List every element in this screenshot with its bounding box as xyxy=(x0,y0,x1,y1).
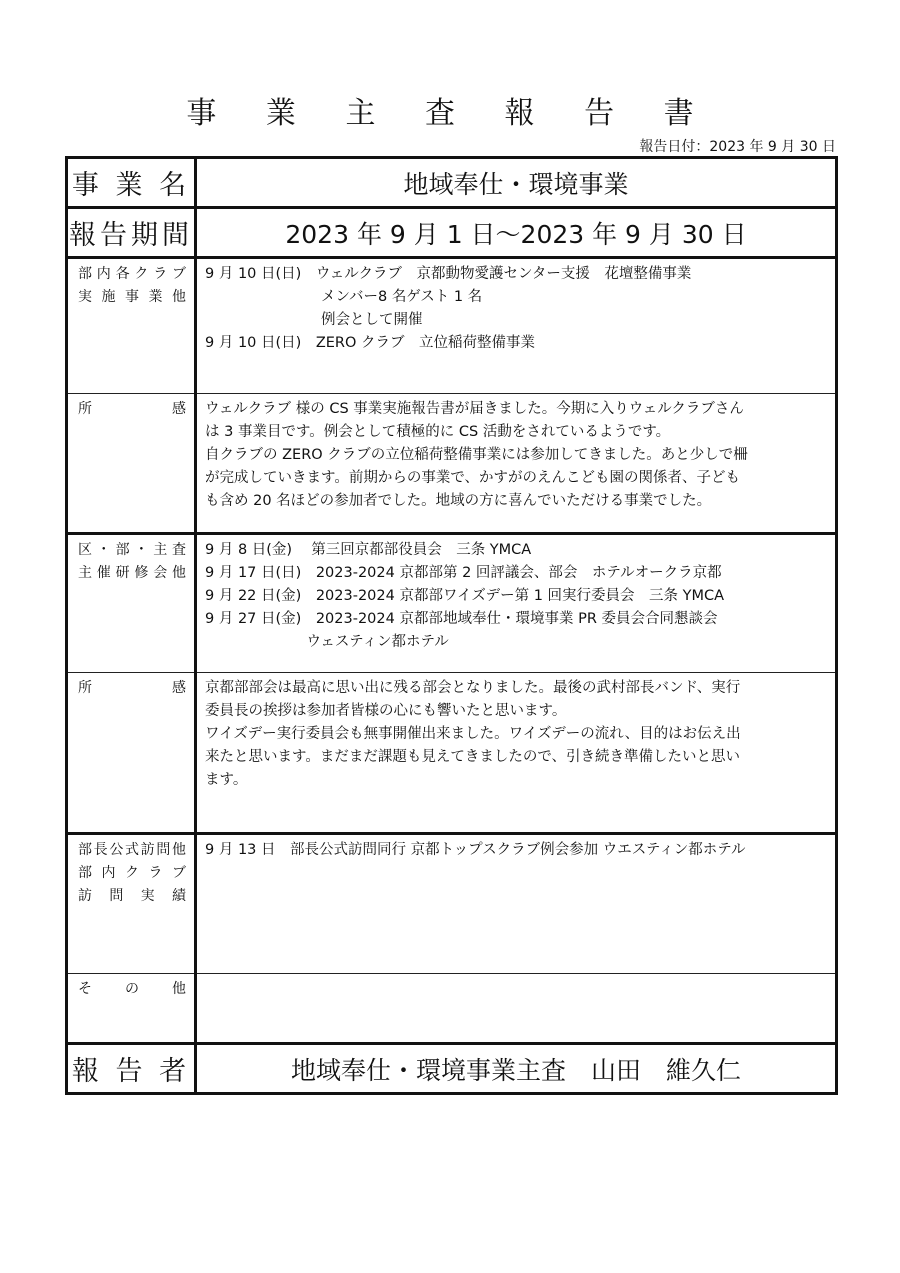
label-line: 実施事業他 xyxy=(78,289,186,305)
label-char: 他 xyxy=(172,981,187,997)
row-business-name xyxy=(67,158,837,208)
content-line: ます。 xyxy=(205,772,248,788)
content-line: 9 月 10 日(日) ウェルクラブ 京都動物愛護センター支援 花壇整備事業 xyxy=(205,266,692,282)
meetings-content xyxy=(196,534,837,673)
other-label xyxy=(67,974,196,1044)
label-line: 区・部・主査 xyxy=(78,542,186,558)
label-char: の xyxy=(125,981,154,997)
club-activities-label xyxy=(67,258,196,394)
page-title: 事 業 主 査 報 告 書 xyxy=(186,96,714,131)
label-line: 訪 問 実 績 xyxy=(78,888,186,904)
content-line: ウェルクラブ 様の CS 事業実施報告書が届きました。今期に入りウェルクラブさん xyxy=(205,401,744,417)
visits-label xyxy=(67,834,196,974)
report-date: 報告日付：2023 年 9 月 30 日 xyxy=(639,139,836,155)
row-visits xyxy=(67,834,837,974)
content-line: 京都部部会は最高に思い出に残る部会となりました。最後の武村部長バンド、実行 xyxy=(205,680,741,696)
visits-content xyxy=(196,834,837,974)
label-line: 主催研修会他 xyxy=(78,565,186,581)
impression-2-label xyxy=(67,673,196,834)
label-line xyxy=(78,398,186,421)
content-line: ワイズデー実行委員会も無事開催出来ました。ワイズデーの流れ、目的はお伝え出 xyxy=(205,726,741,742)
content-line: も含め 20 名ほどの参加者でした。地域の方に喜んでいただける事業でした。 xyxy=(205,493,712,509)
label-line xyxy=(78,978,186,1001)
label-line: 部長公式訪問他 xyxy=(78,842,186,858)
report-table xyxy=(65,156,838,1095)
row-impression-1 xyxy=(67,394,837,534)
impression-1-content xyxy=(196,394,837,534)
label-line: 部内各クラブ xyxy=(78,266,186,282)
row-reporter xyxy=(67,1044,837,1094)
content-line: 9 月 13 日 部長公式訪問同行 京都トップスクラブ例会参加 ウエスティン都ホテル xyxy=(205,842,746,858)
period-label: 報告期間 xyxy=(67,208,196,258)
content-line: 9 月 27 日(金) 2023-2024 京都部地域奉仕・環境事業 PR 委員会合同懇談会 xyxy=(205,611,718,627)
content-line: 9 月 8 日(金) 第三回京都部役員会 三条 YMCA xyxy=(205,542,532,558)
content-line: 9 月 22 日(金) 2023-2024 京都部ワイズデー第 1 回実行委員会 三条 YMCA xyxy=(205,588,725,604)
label-start: 所 xyxy=(78,680,130,696)
content-line: メンバー8 名ゲスト 1 名 xyxy=(205,289,483,305)
reporter-label: 報 告 者 xyxy=(67,1044,196,1094)
meetings-label xyxy=(67,534,196,673)
reporter-value: 地域奉仕・環境事業主査 山田 維久仁 xyxy=(196,1044,837,1094)
impression-2-content xyxy=(196,673,837,834)
label-end: 感 xyxy=(172,680,187,696)
label-char: そ xyxy=(78,981,107,997)
content-line: 委員長の挨拶は参加者皆様の心にも響いたと思います。 xyxy=(205,703,567,719)
other-content xyxy=(196,974,837,1044)
row-impression-2 xyxy=(67,673,837,834)
club-activities-content xyxy=(196,258,837,394)
content-line: が完成していきます。前期からの事業で、かすがのえんこども園の関係者、子ども xyxy=(205,470,741,486)
label-line: 部 内 ク ラ ブ xyxy=(78,865,186,881)
row-club-activities xyxy=(67,258,837,394)
content-line: 9 月 10 日(日) ZERO クラブ 立位稲荷整備事業 xyxy=(205,335,536,351)
row-other xyxy=(67,974,837,1044)
content-line: ウェスティン都ホテル xyxy=(205,634,449,650)
content-line: 来たと思います。まだまだ課題も見えてきましたので、引き続き準備したいと思い xyxy=(205,749,741,765)
content-line: 例会として開催 xyxy=(205,312,423,328)
content-line: 自クラブの ZERO クラブの立位稲荷整備事業には参加してきました。あと少しで柵 xyxy=(205,447,748,463)
business-name-label: 事 業 名 xyxy=(67,158,196,208)
period-value: 2023 年 9 月 1 日～2023 年 9 月 30 日 xyxy=(196,208,837,258)
label-end: 感 xyxy=(172,401,187,417)
row-period xyxy=(67,208,837,258)
content-line: 9 月 17 日(日) 2023-2024 京都部第 2 回評議会、部会 ホテルオークラ京都 xyxy=(205,565,722,581)
row-meetings xyxy=(67,534,837,673)
impression-1-label xyxy=(67,394,196,534)
business-name-value: 地域奉仕・環境事業 xyxy=(196,158,837,208)
label-line xyxy=(78,677,186,700)
label-start: 所 xyxy=(78,401,130,417)
content-line: は 3 事業目です。例会として積極的に CS 活動をされているようです。 xyxy=(205,424,671,440)
